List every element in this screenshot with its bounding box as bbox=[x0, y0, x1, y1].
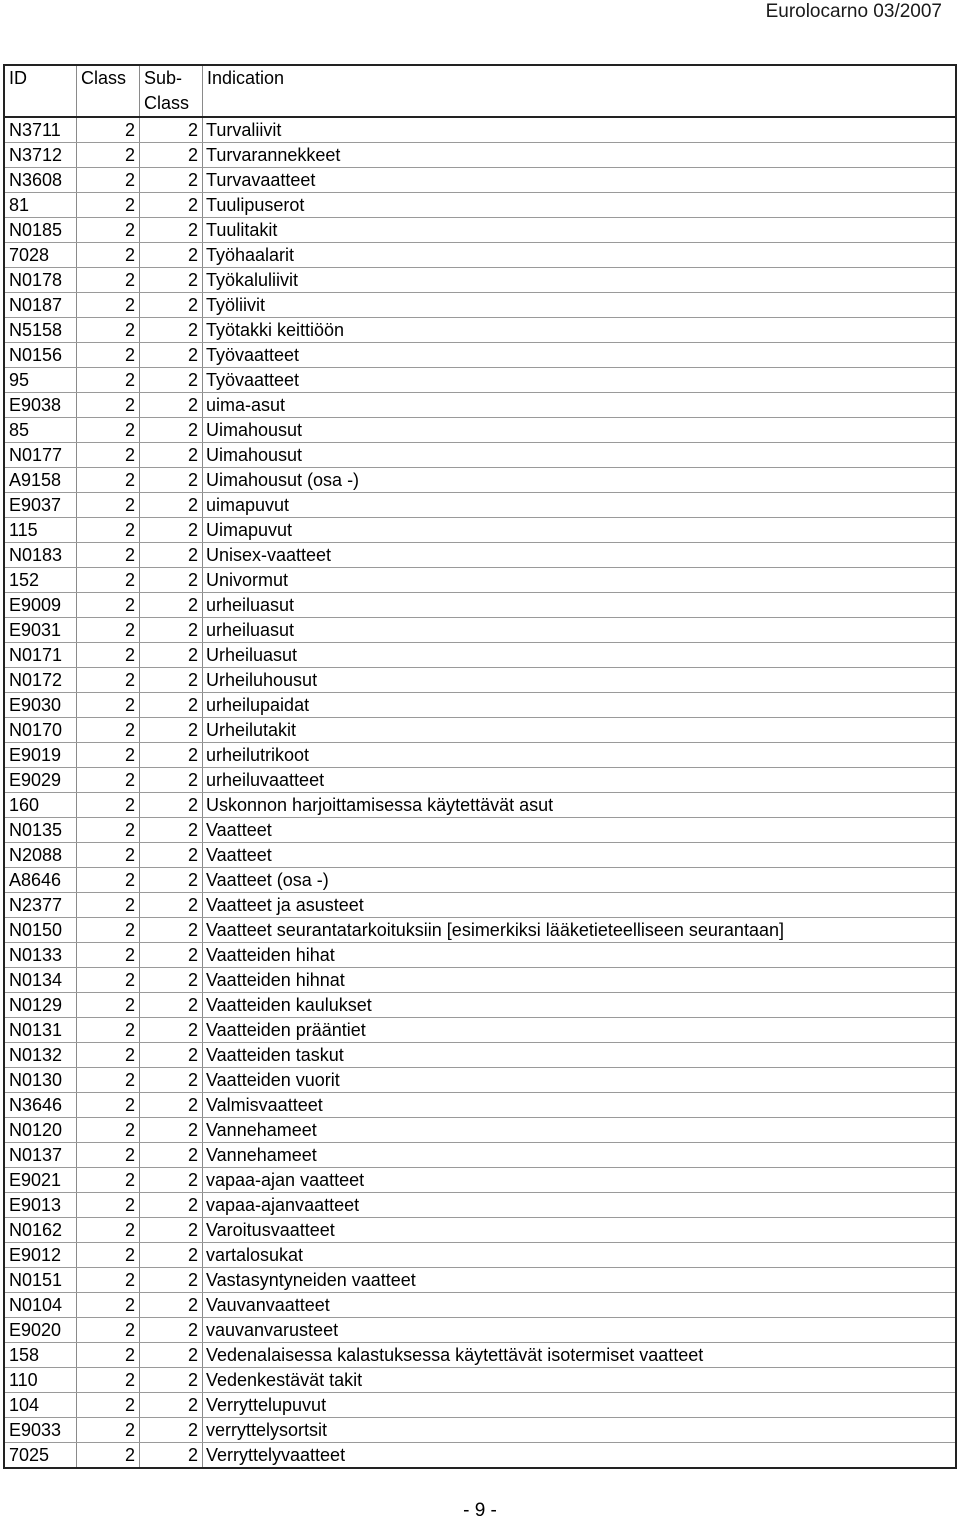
cell-id: N3608 bbox=[4, 168, 77, 193]
cell-subclass: 2 bbox=[140, 493, 203, 518]
cell-id: 81 bbox=[4, 193, 77, 218]
cell-class: 2 bbox=[77, 1318, 140, 1343]
table-row bbox=[4, 493, 956, 518]
table-row bbox=[4, 368, 956, 393]
table-row bbox=[4, 1118, 956, 1143]
table-row bbox=[4, 1218, 956, 1243]
cell-class: 2 bbox=[77, 568, 140, 593]
cell-id: A9158 bbox=[4, 468, 77, 493]
table-header-row bbox=[4, 65, 956, 117]
cell-indication: Vaatteiden hihat bbox=[203, 943, 957, 968]
cell-subclass: 2 bbox=[140, 117, 203, 143]
cell-subclass: 2 bbox=[140, 1218, 203, 1243]
cell-id: N0104 bbox=[4, 1293, 77, 1318]
column-header-id: ID bbox=[4, 65, 77, 117]
cell-subclass: 2 bbox=[140, 318, 203, 343]
cell-class: 2 bbox=[77, 293, 140, 318]
cell-indication: Vannehameet bbox=[203, 1143, 957, 1168]
cell-id: N2377 bbox=[4, 893, 77, 918]
cell-indication: Vaatteet (osa -) bbox=[203, 868, 957, 893]
cell-subclass: 2 bbox=[140, 418, 203, 443]
table-row bbox=[4, 1093, 956, 1118]
table-row bbox=[4, 718, 956, 743]
cell-indication: vapaa-ajan vaatteet bbox=[203, 1168, 957, 1193]
table-row bbox=[4, 268, 956, 293]
cell-subclass: 2 bbox=[140, 918, 203, 943]
cell-indication: urheiluasut bbox=[203, 593, 957, 618]
cell-subclass: 2 bbox=[140, 893, 203, 918]
cell-indication: Univormut bbox=[203, 568, 957, 593]
cell-class: 2 bbox=[77, 443, 140, 468]
cell-id: E9033 bbox=[4, 1418, 77, 1443]
table-row bbox=[4, 1143, 956, 1168]
table-row bbox=[4, 768, 956, 793]
cell-class: 2 bbox=[77, 593, 140, 618]
cell-indication: Vannehameet bbox=[203, 1118, 957, 1143]
cell-subclass: 2 bbox=[140, 718, 203, 743]
table-row bbox=[4, 1443, 956, 1469]
cell-subclass: 2 bbox=[140, 168, 203, 193]
cell-class: 2 bbox=[77, 1343, 140, 1368]
cell-indication: Unisex-vaatteet bbox=[203, 543, 957, 568]
cell-id: E9020 bbox=[4, 1318, 77, 1343]
cell-id: 160 bbox=[4, 793, 77, 818]
cell-indication: Vaatteiden kaulukset bbox=[203, 993, 957, 1018]
cell-id: N0162 bbox=[4, 1218, 77, 1243]
cell-subclass: 2 bbox=[140, 218, 203, 243]
cell-subclass: 2 bbox=[140, 468, 203, 493]
cell-id: N0132 bbox=[4, 1043, 77, 1068]
table-row bbox=[4, 1018, 956, 1043]
cell-indication: Turvavaatteet bbox=[203, 168, 957, 193]
cell-subclass: 2 bbox=[140, 743, 203, 768]
table-row bbox=[4, 418, 956, 443]
table-row bbox=[4, 668, 956, 693]
cell-class: 2 bbox=[77, 993, 140, 1018]
cell-indication: uima-asut bbox=[203, 393, 957, 418]
cell-class: 2 bbox=[77, 1393, 140, 1418]
cell-id: E9029 bbox=[4, 768, 77, 793]
cell-indication: vartalosukat bbox=[203, 1243, 957, 1268]
cell-subclass: 2 bbox=[140, 443, 203, 468]
cell-class: 2 bbox=[77, 1268, 140, 1293]
cell-id: 7028 bbox=[4, 243, 77, 268]
cell-indication: Uimahousut bbox=[203, 443, 957, 468]
cell-subclass: 2 bbox=[140, 793, 203, 818]
cell-class: 2 bbox=[77, 868, 140, 893]
cell-id: N3712 bbox=[4, 143, 77, 168]
cell-subclass: 2 bbox=[140, 568, 203, 593]
cell-class: 2 bbox=[77, 493, 140, 518]
cell-subclass: 2 bbox=[140, 768, 203, 793]
table-row bbox=[4, 1343, 956, 1368]
cell-subclass: 2 bbox=[140, 1418, 203, 1443]
table-row bbox=[4, 843, 956, 868]
cell-indication: Valmisvaatteet bbox=[203, 1093, 957, 1118]
table-row bbox=[4, 193, 956, 218]
document-header: Eurolocarno 03/2007 bbox=[765, 1, 942, 22]
cell-id: N0129 bbox=[4, 993, 77, 1018]
cell-indication: Vastasyntyneiden vaatteet bbox=[203, 1268, 957, 1293]
cell-indication: Vaatteiden vuorit bbox=[203, 1068, 957, 1093]
cell-id: N3711 bbox=[4, 117, 77, 143]
table-row bbox=[4, 793, 956, 818]
cell-id: 115 bbox=[4, 518, 77, 543]
cell-id: E9030 bbox=[4, 693, 77, 718]
cell-subclass: 2 bbox=[140, 1268, 203, 1293]
cell-indication: Verryttelupuvut bbox=[203, 1393, 957, 1418]
cell-id: 110 bbox=[4, 1368, 77, 1393]
cell-id: N0185 bbox=[4, 218, 77, 243]
table-row bbox=[4, 1068, 956, 1093]
cell-indication: Työkaluliivit bbox=[203, 268, 957, 293]
cell-indication: Työtakki keittiöön bbox=[203, 318, 957, 343]
cell-class: 2 bbox=[77, 743, 140, 768]
cell-id: E9019 bbox=[4, 743, 77, 768]
table-row bbox=[4, 393, 956, 418]
cell-class: 2 bbox=[77, 518, 140, 543]
cell-id: N0170 bbox=[4, 718, 77, 743]
cell-indication: Vauvanvaatteet bbox=[203, 1293, 957, 1318]
cell-indication: Työliivit bbox=[203, 293, 957, 318]
table-row bbox=[4, 1243, 956, 1268]
cell-id: 152 bbox=[4, 568, 77, 593]
cell-id: E9038 bbox=[4, 393, 77, 418]
cell-class: 2 bbox=[77, 1243, 140, 1268]
table-row bbox=[4, 293, 956, 318]
cell-id: E9031 bbox=[4, 618, 77, 643]
cell-class: 2 bbox=[77, 918, 140, 943]
cell-indication: Urheiluhousut bbox=[203, 668, 957, 693]
cell-class: 2 bbox=[77, 318, 140, 343]
cell-indication: vapaa-ajanvaatteet bbox=[203, 1193, 957, 1218]
cell-subclass: 2 bbox=[140, 593, 203, 618]
cell-class: 2 bbox=[77, 1143, 140, 1168]
table-row bbox=[4, 468, 956, 493]
cell-class: 2 bbox=[77, 1443, 140, 1469]
cell-indication: vauvanvarusteet bbox=[203, 1318, 957, 1343]
table-row bbox=[4, 243, 956, 268]
cell-class: 2 bbox=[77, 818, 140, 843]
table-row bbox=[4, 993, 956, 1018]
cell-subclass: 2 bbox=[140, 1393, 203, 1418]
cell-id: N0150 bbox=[4, 918, 77, 943]
cell-class: 2 bbox=[77, 1193, 140, 1218]
cell-class: 2 bbox=[77, 943, 140, 968]
cell-indication: Tuulipuserot bbox=[203, 193, 957, 218]
cell-indication: Vaatteet seurantatarkoituksiin [esimerkiksi lääketieteelliseen seurantaan] bbox=[203, 918, 957, 943]
cell-id: N0171 bbox=[4, 643, 77, 668]
cell-subclass: 2 bbox=[140, 1193, 203, 1218]
table-row bbox=[4, 518, 956, 543]
cell-indication: Työvaatteet bbox=[203, 368, 957, 393]
cell-class: 2 bbox=[77, 843, 140, 868]
cell-id: N5158 bbox=[4, 318, 77, 343]
cell-indication: uimapuvut bbox=[203, 493, 957, 518]
cell-class: 2 bbox=[77, 893, 140, 918]
cell-class: 2 bbox=[77, 268, 140, 293]
table-row bbox=[4, 1193, 956, 1218]
cell-indication: Vedenkestävät takit bbox=[203, 1368, 957, 1393]
cell-subclass: 2 bbox=[140, 1043, 203, 1068]
cell-class: 2 bbox=[77, 368, 140, 393]
cell-subclass: 2 bbox=[140, 668, 203, 693]
table-row bbox=[4, 1318, 956, 1343]
cell-subclass: 2 bbox=[140, 1318, 203, 1343]
table-row bbox=[4, 1043, 956, 1068]
table-row bbox=[4, 743, 956, 768]
cell-id: N0183 bbox=[4, 543, 77, 568]
cell-indication: Työvaatteet bbox=[203, 343, 957, 368]
cell-indication: Turvaliivit bbox=[203, 117, 957, 143]
cell-class: 2 bbox=[77, 418, 140, 443]
cell-indication: Vaatteiden hihnat bbox=[203, 968, 957, 993]
cell-id: E9012 bbox=[4, 1243, 77, 1268]
column-header-indication: Indication bbox=[203, 65, 957, 117]
table-row bbox=[4, 593, 956, 618]
table-row bbox=[4, 117, 956, 143]
table-row bbox=[4, 568, 956, 593]
cell-indication: Uimapuvut bbox=[203, 518, 957, 543]
cell-subclass: 2 bbox=[140, 343, 203, 368]
table-row bbox=[4, 143, 956, 168]
cell-subclass: 2 bbox=[140, 368, 203, 393]
cell-indication: Vaatteet bbox=[203, 843, 957, 868]
cell-class: 2 bbox=[77, 393, 140, 418]
cell-indication: Varoitusvaatteet bbox=[203, 1218, 957, 1243]
page-number: - 9 - bbox=[463, 1500, 497, 1521]
cell-subclass: 2 bbox=[140, 1443, 203, 1469]
cell-indication: Uskonnon harjoittamisessa käytettävät asut bbox=[203, 793, 957, 818]
table-row bbox=[4, 543, 956, 568]
cell-id: 85 bbox=[4, 418, 77, 443]
cell-class: 2 bbox=[77, 1168, 140, 1193]
cell-class: 2 bbox=[77, 1293, 140, 1318]
cell-subclass: 2 bbox=[140, 818, 203, 843]
cell-class: 2 bbox=[77, 193, 140, 218]
cell-class: 2 bbox=[77, 718, 140, 743]
cell-id: N2088 bbox=[4, 843, 77, 868]
cell-indication: Vaatteiden taskut bbox=[203, 1043, 957, 1068]
cell-indication: urheiluasut bbox=[203, 618, 957, 643]
cell-class: 2 bbox=[77, 543, 140, 568]
cell-id: N0120 bbox=[4, 1118, 77, 1143]
cell-class: 2 bbox=[77, 143, 140, 168]
cell-id: 7025 bbox=[4, 1443, 77, 1469]
cell-subclass: 2 bbox=[140, 293, 203, 318]
cell-subclass: 2 bbox=[140, 968, 203, 993]
cell-class: 2 bbox=[77, 693, 140, 718]
cell-subclass: 2 bbox=[140, 868, 203, 893]
cell-indication: Vaatteet ja asusteet bbox=[203, 893, 957, 918]
cell-subclass: 2 bbox=[140, 843, 203, 868]
table-row bbox=[4, 1268, 956, 1293]
cell-class: 2 bbox=[77, 968, 140, 993]
cell-class: 2 bbox=[77, 668, 140, 693]
table-row bbox=[4, 343, 956, 368]
cell-indication: Turvarannekkeet bbox=[203, 143, 957, 168]
table-row bbox=[4, 1168, 956, 1193]
cell-class: 2 bbox=[77, 243, 140, 268]
cell-id: N0130 bbox=[4, 1068, 77, 1093]
cell-class: 2 bbox=[77, 468, 140, 493]
cell-class: 2 bbox=[77, 1068, 140, 1093]
column-header-class: Class bbox=[77, 65, 140, 117]
cell-id: N0134 bbox=[4, 968, 77, 993]
cell-indication: Vaatteet bbox=[203, 818, 957, 843]
cell-subclass: 2 bbox=[140, 268, 203, 293]
cell-subclass: 2 bbox=[140, 1168, 203, 1193]
cell-subclass: 2 bbox=[140, 543, 203, 568]
cell-subclass: 2 bbox=[140, 693, 203, 718]
table-row bbox=[4, 1368, 956, 1393]
cell-id: N0156 bbox=[4, 343, 77, 368]
classification-table bbox=[3, 64, 957, 1469]
table-row bbox=[4, 1418, 956, 1443]
cell-class: 2 bbox=[77, 1368, 140, 1393]
cell-indication: Vaatteiden prääntiet bbox=[203, 1018, 957, 1043]
cell-id: E9009 bbox=[4, 593, 77, 618]
cell-id: N0133 bbox=[4, 943, 77, 968]
cell-indication: urheilupaidat bbox=[203, 693, 957, 718]
cell-id: A8646 bbox=[4, 868, 77, 893]
cell-class: 2 bbox=[77, 793, 140, 818]
cell-indication: Urheilutakit bbox=[203, 718, 957, 743]
cell-indication: Vedenalaisessa kalastuksessa käytettävät isotermiset vaatteet bbox=[203, 1343, 957, 1368]
cell-subclass: 2 bbox=[140, 518, 203, 543]
cell-subclass: 2 bbox=[140, 1293, 203, 1318]
cell-id: E9013 bbox=[4, 1193, 77, 1218]
cell-subclass: 2 bbox=[140, 943, 203, 968]
table-row bbox=[4, 693, 956, 718]
cell-id: N0178 bbox=[4, 268, 77, 293]
table-row bbox=[4, 1393, 956, 1418]
table-row bbox=[4, 443, 956, 468]
cell-class: 2 bbox=[77, 1218, 140, 1243]
cell-id: N0135 bbox=[4, 818, 77, 843]
table-row bbox=[4, 1293, 956, 1318]
cell-class: 2 bbox=[77, 1118, 140, 1143]
cell-class: 2 bbox=[77, 343, 140, 368]
table-row bbox=[4, 868, 956, 893]
cell-class: 2 bbox=[77, 1418, 140, 1443]
table-body bbox=[4, 117, 956, 1468]
cell-indication: Urheiluasut bbox=[203, 643, 957, 668]
cell-indication: urheilutrikoot bbox=[203, 743, 957, 768]
cell-subclass: 2 bbox=[140, 643, 203, 668]
cell-id: 104 bbox=[4, 1393, 77, 1418]
table-row bbox=[4, 918, 956, 943]
cell-indication: Uimahousut (osa -) bbox=[203, 468, 957, 493]
cell-class: 2 bbox=[77, 1018, 140, 1043]
cell-class: 2 bbox=[77, 643, 140, 668]
cell-id: N0172 bbox=[4, 668, 77, 693]
column-header-subclass bbox=[140, 65, 203, 117]
cell-class: 2 bbox=[77, 117, 140, 143]
cell-id: N0137 bbox=[4, 1143, 77, 1168]
cell-class: 2 bbox=[77, 1093, 140, 1118]
column-header-subclass-text: Sub- Class bbox=[144, 68, 190, 113]
table-row bbox=[4, 943, 956, 968]
cell-id: N0187 bbox=[4, 293, 77, 318]
cell-id: N0177 bbox=[4, 443, 77, 468]
cell-id: E9021 bbox=[4, 1168, 77, 1193]
table-row bbox=[4, 618, 956, 643]
cell-subclass: 2 bbox=[140, 1143, 203, 1168]
cell-indication: Verryttelyvaatteet bbox=[203, 1443, 957, 1469]
table-row bbox=[4, 218, 956, 243]
cell-id: E9037 bbox=[4, 493, 77, 518]
cell-indication: verryttelysortsit bbox=[203, 1418, 957, 1443]
table-row bbox=[4, 818, 956, 843]
cell-subclass: 2 bbox=[140, 1343, 203, 1368]
cell-id: N0131 bbox=[4, 1018, 77, 1043]
cell-subclass: 2 bbox=[140, 1118, 203, 1143]
cell-subclass: 2 bbox=[140, 618, 203, 643]
table-row bbox=[4, 893, 956, 918]
cell-id: N3646 bbox=[4, 1093, 77, 1118]
cell-subclass: 2 bbox=[140, 1093, 203, 1118]
cell-subclass: 2 bbox=[140, 993, 203, 1018]
cell-subclass: 2 bbox=[140, 193, 203, 218]
cell-id: N0151 bbox=[4, 1268, 77, 1293]
table-row bbox=[4, 643, 956, 668]
cell-id: 95 bbox=[4, 368, 77, 393]
cell-indication: Uimahousut bbox=[203, 418, 957, 443]
cell-class: 2 bbox=[77, 1043, 140, 1068]
cell-subclass: 2 bbox=[140, 243, 203, 268]
cell-subclass: 2 bbox=[140, 1068, 203, 1093]
table-row bbox=[4, 168, 956, 193]
cell-class: 2 bbox=[77, 618, 140, 643]
cell-subclass: 2 bbox=[140, 143, 203, 168]
cell-class: 2 bbox=[77, 768, 140, 793]
table-row bbox=[4, 968, 956, 993]
table-row bbox=[4, 318, 956, 343]
cell-indication: urheiluvaatteet bbox=[203, 768, 957, 793]
cell-class: 2 bbox=[77, 168, 140, 193]
cell-indication: Työhaalarit bbox=[203, 243, 957, 268]
cell-subclass: 2 bbox=[140, 393, 203, 418]
cell-id: 158 bbox=[4, 1343, 77, 1368]
cell-subclass: 2 bbox=[140, 1368, 203, 1393]
cell-subclass: 2 bbox=[140, 1018, 203, 1043]
cell-class: 2 bbox=[77, 218, 140, 243]
cell-subclass: 2 bbox=[140, 1243, 203, 1268]
cell-indication: Tuulitakit bbox=[203, 218, 957, 243]
